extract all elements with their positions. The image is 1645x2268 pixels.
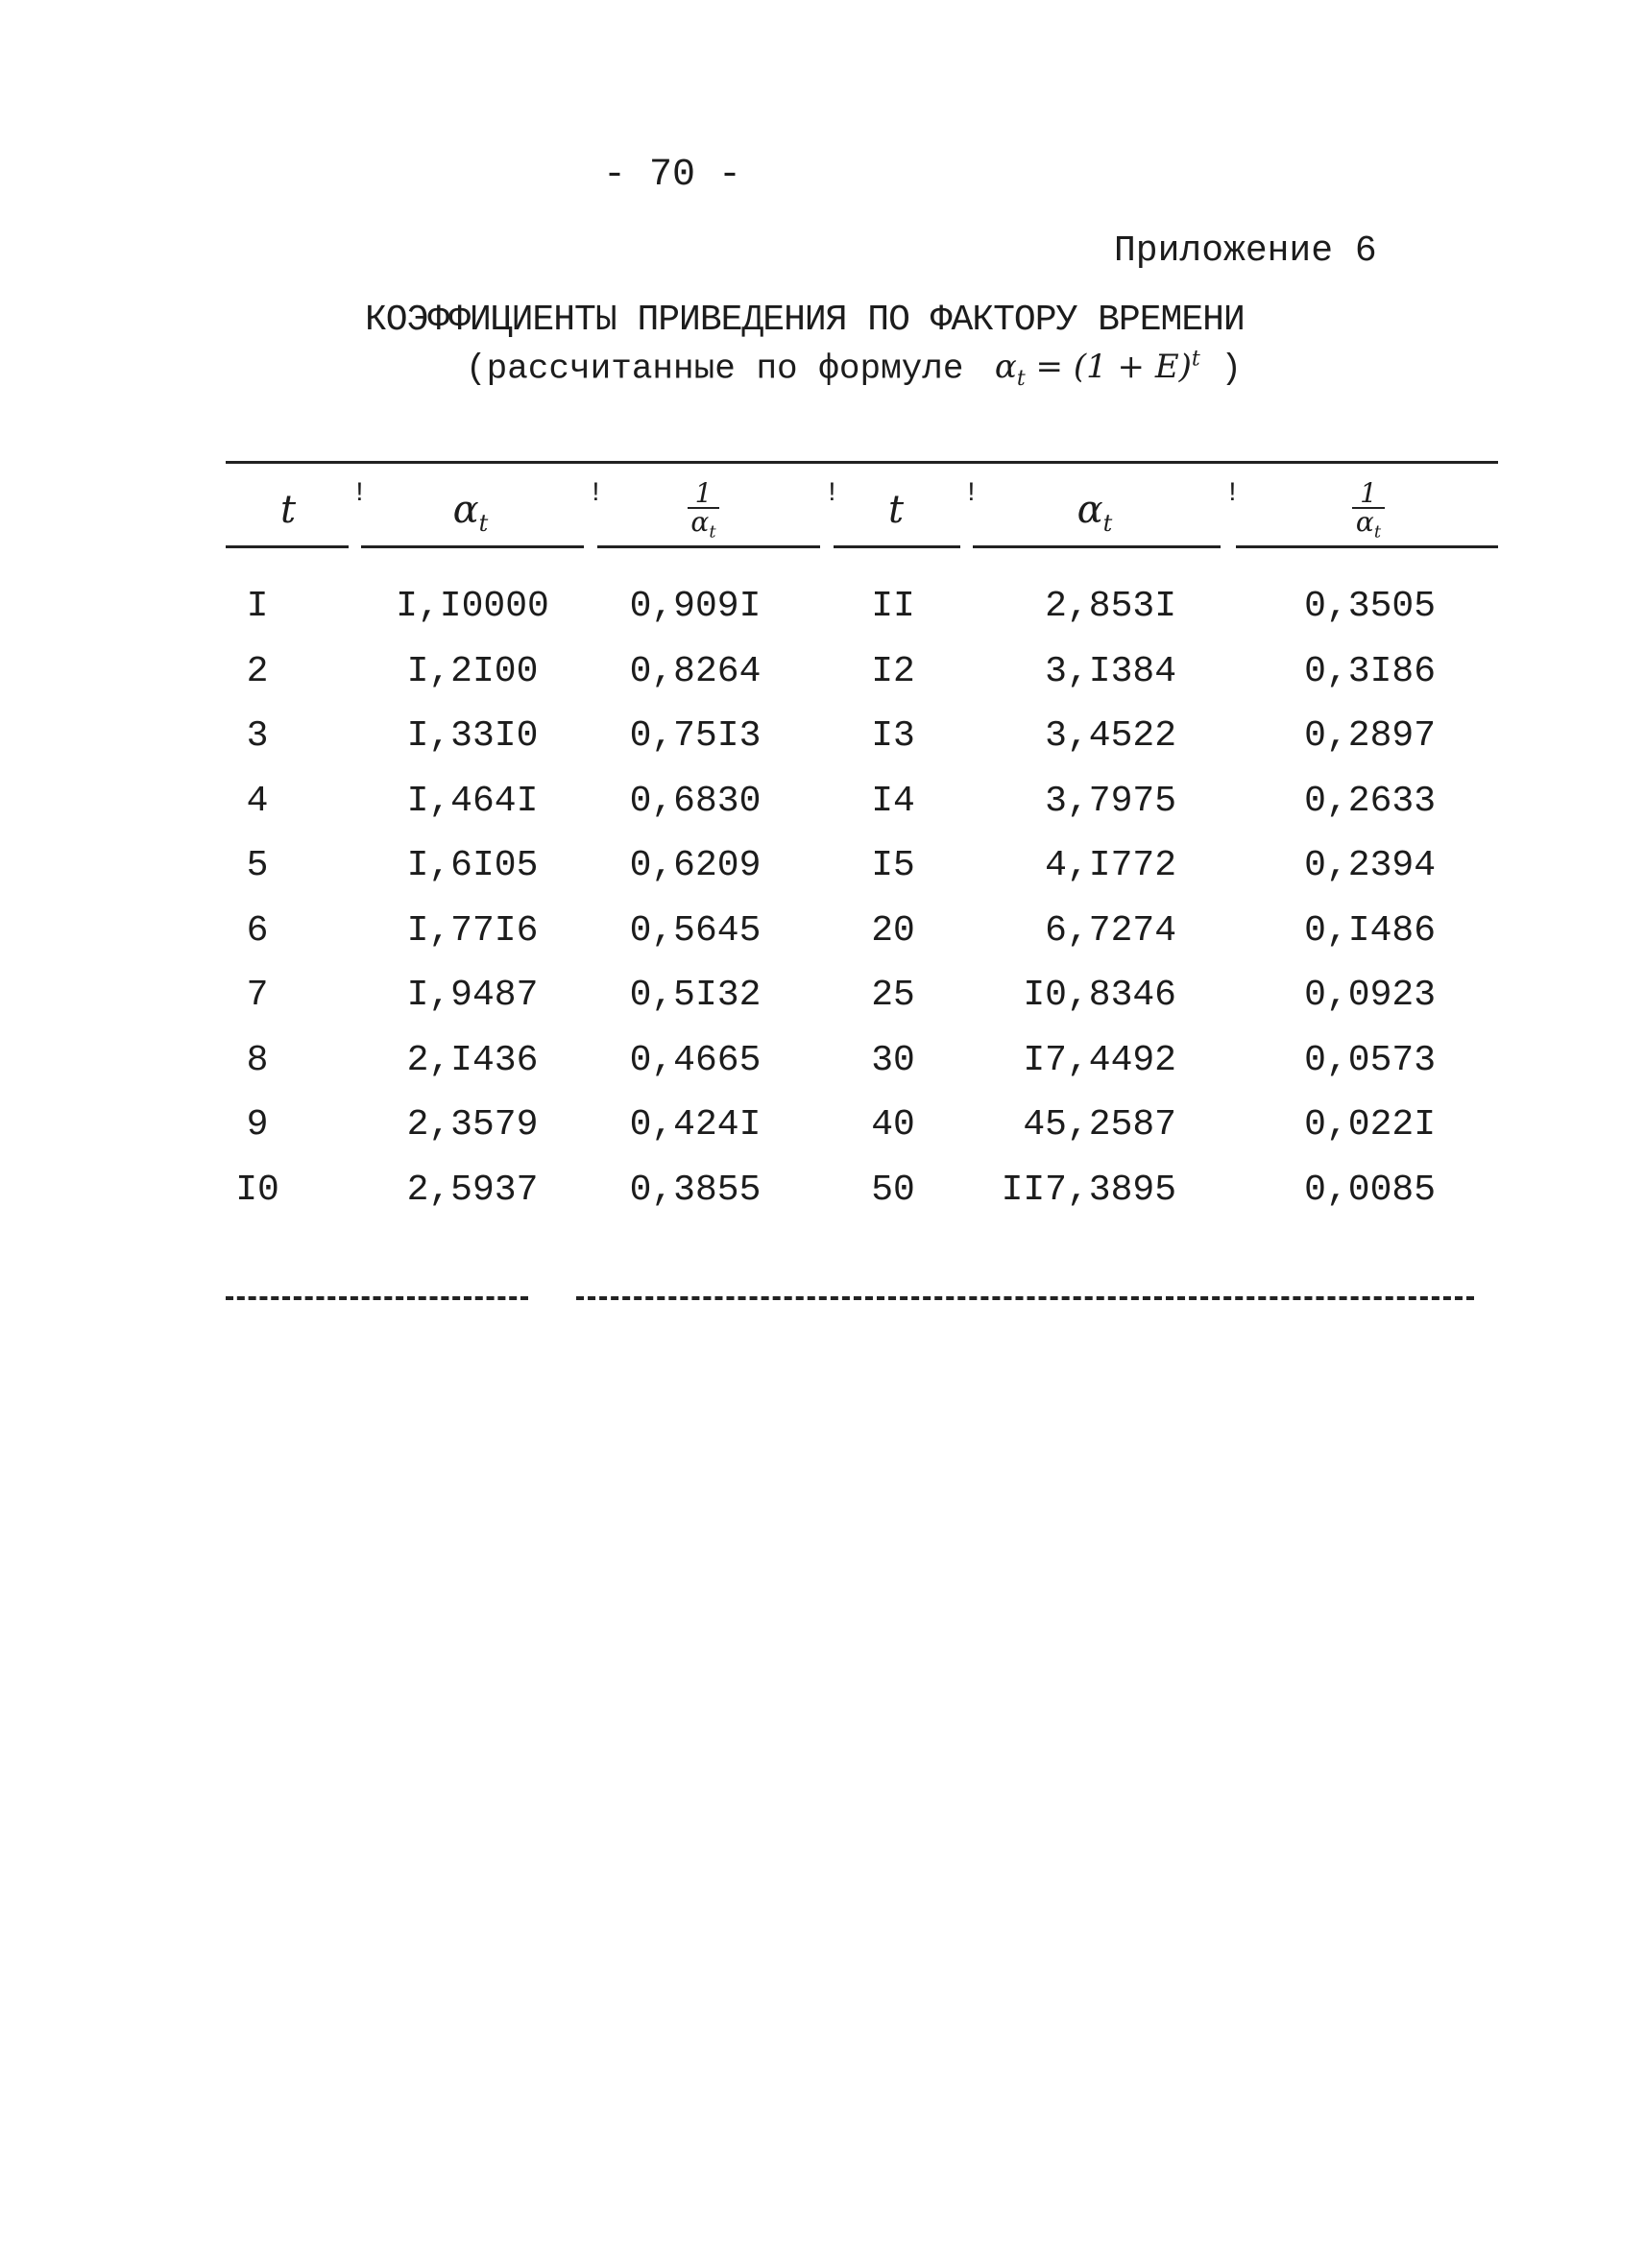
header-separator: ! (351, 479, 368, 509)
header-underline (834, 545, 960, 548)
cell-t: II (871, 586, 915, 627)
cell-inverse: 0,4665 (629, 1039, 762, 1081)
cell-t: I3 (871, 715, 915, 757)
cell-alpha: 3,I384 (1045, 650, 1176, 692)
frac-alpha-sub: t (1373, 521, 1382, 543)
subtitle-suffix: ) (1221, 349, 1242, 389)
cell-inverse: 0,2897 (1304, 715, 1436, 757)
cell-t: 25 (871, 975, 915, 1016)
cell-t: 20 (871, 909, 915, 952)
header-separator: ! (824, 479, 840, 509)
frac-alpha: α (1355, 506, 1374, 538)
cell-inverse: 0,2394 (1304, 845, 1436, 886)
cell-t: I0 (235, 1169, 279, 1211)
header-underline (597, 545, 820, 548)
table-subtitle (466, 348, 1242, 391)
cell-t: 7 (246, 975, 269, 1016)
header-separator: ! (963, 479, 980, 509)
cell-inverse: 0,0923 (1304, 975, 1436, 1016)
header-t-left: t (279, 488, 297, 532)
cell-alpha: 2,3579 (406, 1104, 539, 1146)
appendix-label: Приложение 6 (1114, 230, 1377, 272)
cell-t: 9 (246, 1104, 269, 1146)
cell-inverse: 0,0085 (1304, 1169, 1436, 1211)
cell-inverse: 0,3855 (629, 1169, 762, 1211)
cell-inverse: 0,424I (629, 1104, 762, 1146)
cell-t: 5 (246, 845, 269, 886)
header-alpha-sub: t (478, 510, 489, 537)
cell-alpha: I7,4492 (1023, 1039, 1176, 1081)
cell-inverse: 0,8264 (629, 650, 762, 692)
cell-alpha: I,6I05 (406, 845, 539, 886)
cell-t: I2 (871, 650, 915, 692)
cell-alpha: 2,5937 (406, 1169, 539, 1211)
cell-inverse: 0,6830 (629, 780, 762, 822)
page-number: - 70 - (602, 154, 742, 197)
cell-alpha: 3,7975 (1045, 780, 1176, 822)
cell-t: 50 (871, 1169, 915, 1211)
cell-t: 30 (871, 1039, 915, 1081)
cell-inverse: 0,I486 (1304, 909, 1436, 952)
cell-t: I4 (871, 780, 915, 822)
header-underline (1236, 545, 1498, 548)
header-alpha-symbol: α (452, 488, 479, 532)
cell-inverse: 0,3505 (1304, 586, 1436, 627)
header-underline (973, 545, 1221, 548)
cell-alpha: 6,7274 (1045, 909, 1176, 952)
table-top-rule (226, 461, 1498, 464)
header-t-right: t (887, 488, 905, 532)
cell-alpha: 2,853I (1045, 586, 1176, 627)
header-separator: ! (1224, 479, 1241, 509)
subtitle-prefix: (рассчитанные по формуле (466, 349, 964, 389)
cell-t: I (246, 586, 269, 627)
cell-inverse: 0,0573 (1304, 1039, 1436, 1081)
frac-numerator: 1 (688, 480, 720, 509)
cell-alpha: I,9487 (406, 975, 539, 1016)
cell-t: I5 (871, 845, 915, 886)
cell-alpha: I,2I00 (406, 650, 539, 692)
header-separator: ! (588, 479, 604, 509)
cell-alpha: I,33I0 (406, 715, 539, 757)
cell-t: 3 (246, 715, 269, 757)
cell-inverse: 0,5I32 (629, 975, 762, 1016)
header-alpha-right (970, 480, 1220, 540)
frac-numerator: 1 (1352, 480, 1385, 509)
cell-inverse: 0,6209 (629, 845, 762, 886)
cell-alpha: I,77I6 (406, 909, 539, 952)
cell-t: 40 (871, 1104, 915, 1146)
cell-t: 6 (246, 909, 269, 952)
table-title: КОЭФФИЦИЕНТЫ ПРИВЕДЕНИЯ ПО ФАКТОРУ ВРЕМЕНИ (365, 300, 1245, 341)
header-underline (361, 545, 584, 548)
frac-alpha: α (690, 506, 710, 538)
frac-alpha-sub: t (709, 521, 716, 543)
cell-alpha: 4,I772 (1045, 845, 1176, 886)
cell-inverse: 0,5645 (629, 909, 762, 952)
cell-alpha: 3,4522 (1045, 715, 1176, 757)
cell-inverse: 0,3I86 (1304, 650, 1436, 692)
bottom-dashed-rule (226, 1296, 528, 1300)
bottom-dashed-rule (576, 1296, 1474, 1300)
cell-alpha: II7,3895 (1001, 1169, 1176, 1211)
cell-inverse: 0,022I (1304, 1104, 1436, 1146)
cell-t: 8 (246, 1039, 269, 1081)
cell-t: 2 (246, 650, 269, 692)
header-alpha-sub: t (1102, 510, 1113, 537)
formula: $\alpha_t = (1 + E)^t$ (984, 348, 1200, 392)
header-inverse-right (1239, 477, 1498, 543)
cell-alpha: I,464I (406, 780, 539, 822)
header-alpha-symbol: α (1077, 488, 1103, 532)
cell-inverse: 0,75I3 (629, 715, 762, 757)
cell-alpha: 2,I436 (406, 1039, 539, 1081)
header-alpha-left (360, 480, 581, 540)
cell-inverse: 0,909I (629, 586, 762, 627)
cell-alpha: 45,2587 (1023, 1104, 1176, 1146)
cell-alpha: I0,8346 (1023, 975, 1176, 1016)
cell-t: 4 (246, 780, 269, 822)
header-inverse-left (595, 477, 811, 543)
cell-inverse: 0,2633 (1304, 780, 1436, 822)
cell-alpha: I,I0000 (396, 586, 549, 627)
header-underline (226, 545, 349, 548)
